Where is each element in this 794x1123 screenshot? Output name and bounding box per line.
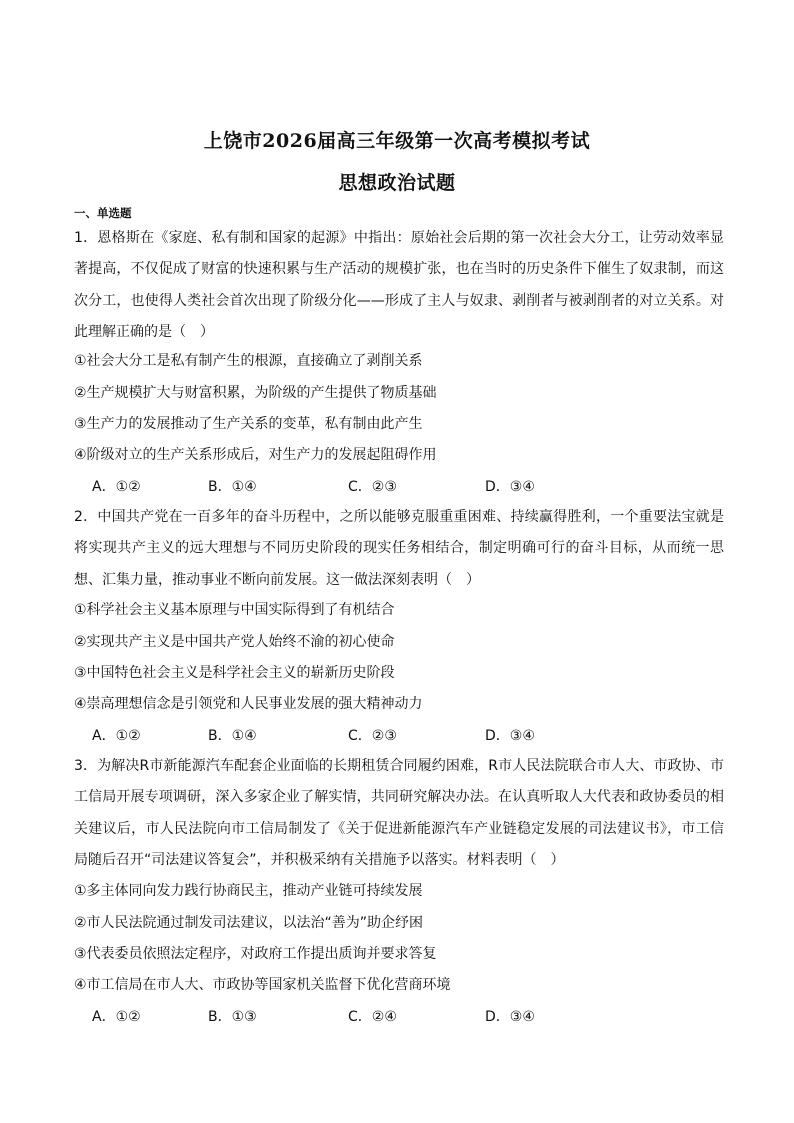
question-3-option-2: ②市人民法院通过制发司法建议，以法治“善为”助企纾困 — [74, 915, 424, 931]
question-1-option-4: ④阶级对立的生产关系形成后，对生产力的发展起阻碍作用 — [74, 447, 437, 463]
question-2-option-3: ③中国特色社会主义是科学社会主义的崭新历史阶段 — [74, 665, 395, 681]
question-3-choice-d: D．③④ — [485, 1009, 535, 1025]
question-2-choice-d: D．③④ — [485, 728, 535, 744]
question-1-choice-c: C．②③ — [348, 479, 397, 495]
question-2-choice-b: B．①④ — [208, 728, 257, 744]
question-2-option-1: ①科学社会主义基本原理与中国实际得到了有机结合 — [74, 602, 395, 618]
question-3-option-3: ③代表委员依照法定程序，对政府工作提出质询并要求答复 — [74, 946, 437, 962]
question-3-stem: 3．为解决R市新能源汽车配套企业面临的长期租赁合同履约困难，R市人民法院联合市人大、市政协、市工信局开展专项调研，深入多家企业了解实情，共同研究解决办法。在认真听取人大代表和政协委员的相关建议后，市人民法院向市工信局制发了《关于促进新能源汽车产业链稳定发展的司法建议书》，市工信局随后召开“司法建议答复会”，并积极采纳有关措施予以落实。材料表明（ ） — [74, 758, 724, 868]
question-1-option-2: ②生产规模扩大与财富积累，为阶级的产生提供了物质基础 — [74, 385, 437, 401]
question-3-choice-b: B．①③ — [208, 1009, 257, 1025]
question-1-choice-a: A．①② — [92, 479, 141, 495]
question-1-stem: 1．恩格斯在《家庭、私有制和国家的起源》中指出：原始社会后期的第一次社会大分工，让劳动效率显著提高，不仅促成了财富的快速积累与生产活动的规模扩张，也在当时的历史条件下催生了奴隶制，而这次分工，也使得人类社会首次出现了阶级分化——形成了主人与奴隶、剥削者与被剥削者的对立关系。对此理解正确的是（ ） — [74, 230, 724, 340]
exam-subtitle: 思想政治试题 — [338, 172, 456, 194]
question-3-option-4: ④市工信局在市人大、市政协等国家机关监督下优化营商环境 — [74, 977, 451, 993]
section-heading: 一、单选题 — [74, 206, 132, 220]
question-1-choice-b: B．①④ — [208, 479, 257, 495]
question-1-option-3: ③生产力的发展推动了生产关系的变革，私有制由此产生 — [74, 416, 423, 432]
question-3-choice-c: C．②④ — [348, 1009, 397, 1025]
exam-title: 上饶市2026届高三年级第一次高考模拟考试 — [203, 130, 591, 152]
question-2-choice-c: C．②③ — [348, 728, 397, 744]
question-2-choice-a: A．①② — [92, 728, 141, 744]
question-2-stem: 2．中国共产党在一百多年的奋斗历程中，之所以能够克服重重困难、持续赢得胜利，一个重要法宝就是将实现共产主义的远大理想与不同历史阶段的现实任务相结合，制定明确可行的奋斗目标，从而统一思想、汇集力量，推动事业不断向前发展。这一做法深刻表明（ ） — [74, 509, 724, 588]
question-1-option-1: ①社会大分工是私有制产生的根源，直接确立了剥削关系 — [74, 353, 423, 369]
question-3-choice-a: A．①② — [92, 1009, 141, 1025]
question-2-option-2: ②实现共产主义是中国共产党人始终不渝的初心使命 — [74, 634, 395, 650]
question-1-choice-d: D．③④ — [485, 479, 535, 495]
question-2-option-4: ④崇高理想信念是引领党和人民事业发展的强大精神动力 — [74, 696, 423, 712]
question-3-option-1: ①多主体同向发力践行协商民主，推动产业链可持续发展 — [74, 883, 423, 899]
